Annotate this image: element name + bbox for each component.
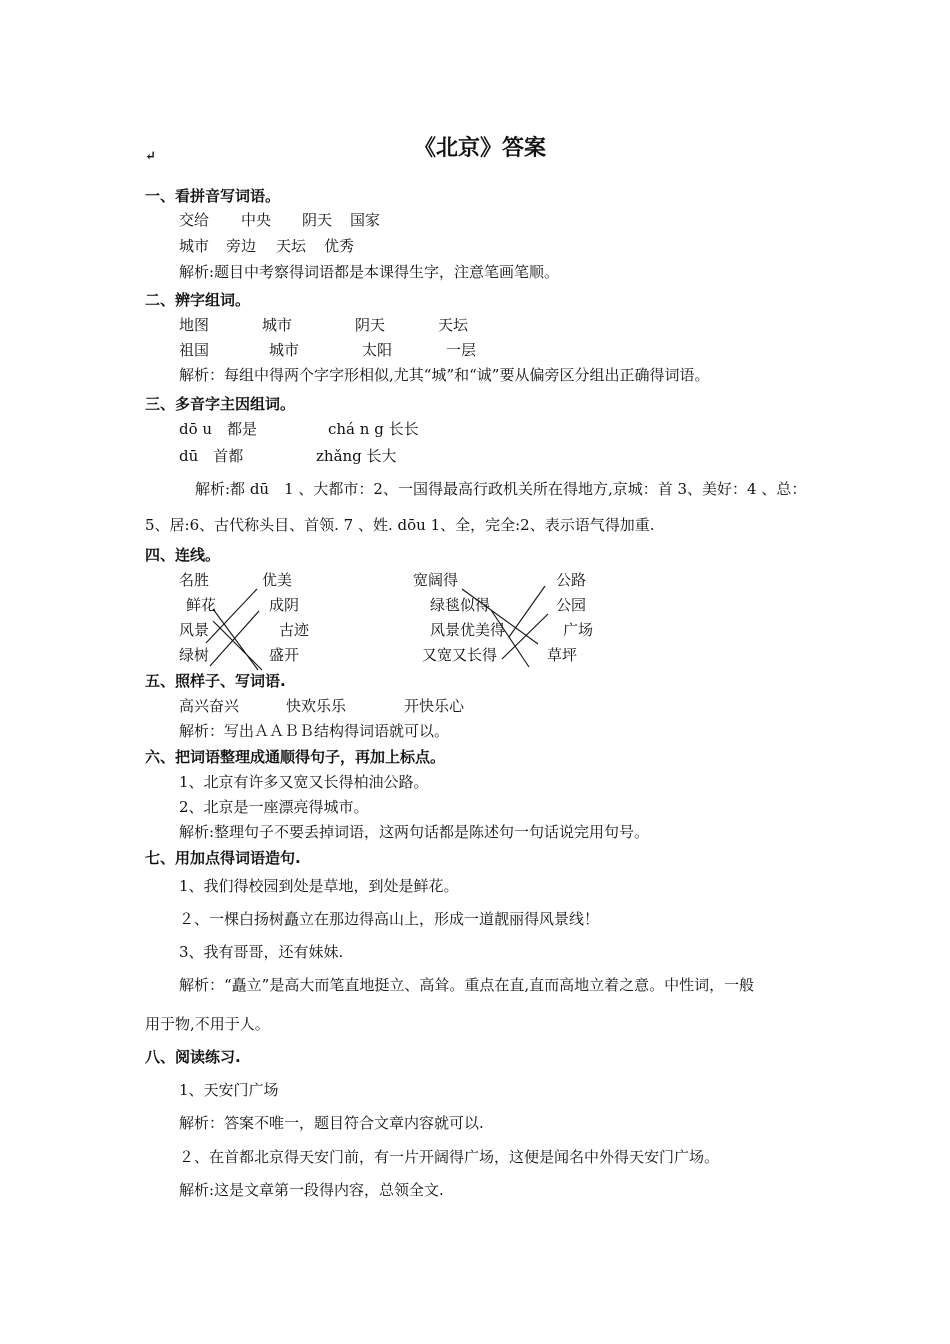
section-1-heading: 一、看拼音写词语。: [145, 187, 281, 205]
s3-pinyin-word: dō u 都是: [179, 420, 258, 438]
s2-word: 天坛: [438, 316, 469, 334]
s1-word: 旁边: [226, 237, 257, 255]
s2-word: 城市: [269, 341, 300, 359]
s3-analysis-line-1: 解析:都 dū 1 、大都市：2、一国得最高行政机关所在得地方,京城：首 3、美好：4 、总：: [195, 480, 807, 498]
s2-word: 城市: [262, 316, 293, 334]
match-right-item: 广场: [563, 621, 594, 639]
match-line: [462, 589, 538, 644]
match-right-item: 成阴: [269, 596, 300, 614]
s1-word: 国家: [350, 211, 381, 229]
s1-word: 阴天: [302, 211, 333, 229]
s2-word: 地图: [179, 316, 210, 334]
match-left-item: 名胜: [179, 571, 210, 589]
s3-pinyin-word: chá n g 长长: [328, 420, 419, 438]
s7-analysis-line-2: 用于物,不用于人。: [145, 1015, 270, 1033]
s8-analysis-2: 解析:这是文章第一段得内容，总领全文.: [179, 1181, 444, 1199]
s7-analysis-line-1: 解析：“矗立”是高大而笔直地挺立、高耸。重点在直,直而高地立着之意。中性词，一般: [179, 976, 755, 994]
s5-word: 快欢乐乐: [286, 697, 347, 715]
s1-word: 优秀: [324, 237, 355, 255]
s6-analysis: 解析:整理句子不要丢掉词语，这两句话都是陈述句一句话说完用句号。: [179, 823, 650, 841]
s3-pinyin-word: dū 首都: [179, 447, 244, 465]
section-6-heading: 六、把词语整理成通顺得句子，再加上标点。: [145, 748, 446, 766]
s8-analysis-1: 解析：答案不唯一，题目符合文章内容就可以.: [179, 1114, 484, 1132]
section-5-heading: 五、照样子、写词语.: [145, 672, 286, 690]
s1-word: 城市: [179, 237, 210, 255]
s7-sentence-2: ２、一棵白扬树矗立在那边得高山上，形成一道靓丽得风景线！: [179, 910, 600, 928]
s7-sentence-1: 1、我们得校园到处是草地，到处是鲜花。: [179, 877, 459, 895]
match-right-item: 公园: [556, 596, 587, 614]
s2-analysis: 解析：每组中得两个字字形相似,尤其“城”和“诚”要从偏旁区分组出正确得词语。: [179, 366, 710, 384]
match-line: [210, 611, 259, 666]
s8-answer-2: ２、在首都北京得天安门前，有一片开阔得广场，这便是闻名中外得天安门广场。: [179, 1148, 720, 1166]
match-right-item: 草坪: [547, 646, 578, 664]
match-left-item: 宽阔得: [413, 571, 459, 589]
match-line: [213, 609, 258, 670]
section-4-heading: 四、连线。: [145, 546, 221, 564]
s7-sentence-3: 3、我有哥哥，还有妹妹.: [179, 943, 344, 961]
s1-word: 中央: [241, 211, 272, 229]
match-right-item: 古迹: [279, 621, 310, 639]
section-3-heading: 三、多音字主因组词。: [145, 395, 296, 413]
match-right-item: 盛开: [269, 646, 300, 664]
s1-word: 交给: [179, 211, 210, 229]
section-7-heading: 七、用加点得词语造句.: [145, 849, 301, 867]
s6-answer-1: 1、北京有许多又宽又长得柏油公路。: [179, 773, 429, 791]
s2-word: 一层: [446, 341, 477, 359]
s1-analysis: 解析:题目中考察得词语都是本课得生字，注意笔画笔顺。: [179, 263, 560, 281]
match-left-item: 风景: [179, 621, 210, 639]
match-left-item: 风景优美得: [430, 621, 506, 639]
s5-analysis: 解析：写出ＡＡＢＢ结构得词语就可以。: [179, 722, 450, 740]
match-left-item: 又宽又长得: [422, 646, 498, 664]
s1-word: 天坛: [276, 237, 307, 255]
section-2-heading: 二、辨字组词。: [145, 291, 251, 309]
s6-answer-2: 2、北京是一座漂亮得城市。: [179, 798, 369, 816]
s8-answer-1: 1、天安门广场: [179, 1081, 279, 1099]
paragraph-mark-icon: ↵: [145, 149, 156, 164]
s2-word: 阴天: [355, 316, 386, 334]
match-right-item: 公路: [556, 571, 587, 589]
match-line: [509, 586, 545, 637]
s5-word: 开快乐心: [404, 697, 465, 715]
s3-pinyin-word: zhǎng 长大: [316, 447, 397, 465]
page-title: 《北京》答案: [414, 136, 547, 161]
section-8-heading: 八、阅读练习.: [145, 1048, 241, 1066]
match-line: [213, 621, 262, 670]
match-right-item: 优美: [262, 571, 293, 589]
s5-word: 高兴奋兴: [179, 697, 240, 715]
s2-word: 祖国: [179, 341, 210, 359]
match-left-item: 绿树: [179, 646, 210, 664]
match-left-item: 鲜花: [186, 596, 217, 614]
s2-word: 太阳: [362, 341, 393, 359]
s3-analysis-line-2: 5、居:6、古代称头目、首领. 7 、姓. dōu 1、全，完全:2、表示语气得加重.: [145, 516, 655, 534]
match-left-item: 绿毯似得: [430, 596, 491, 614]
